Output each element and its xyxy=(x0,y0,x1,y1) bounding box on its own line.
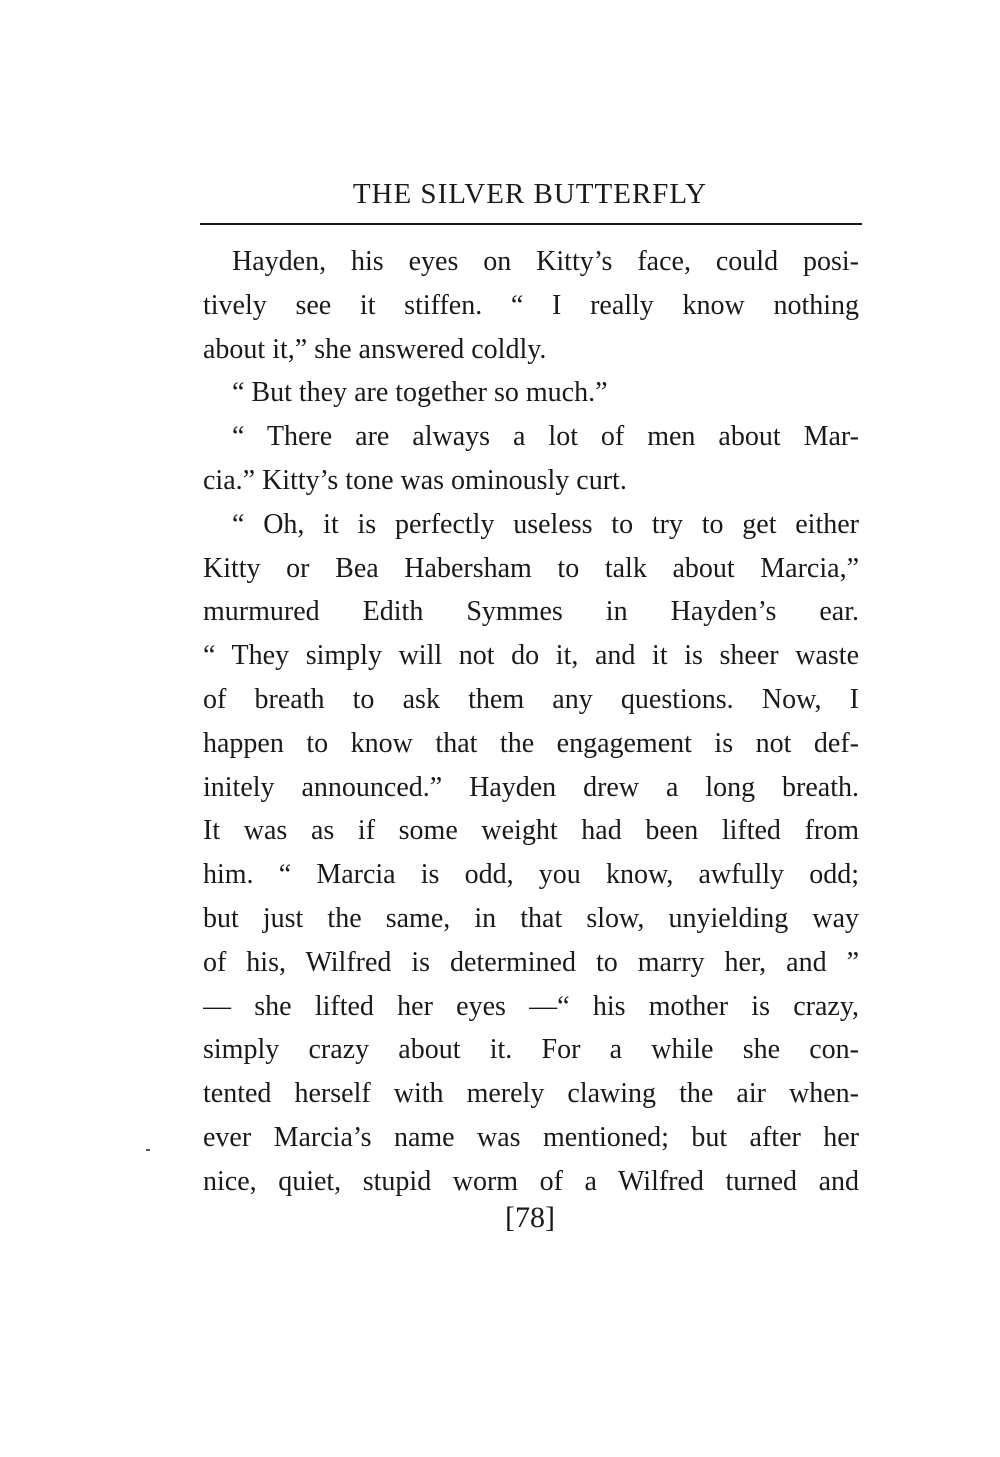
running-head: THE SILVER BUTTERFLY xyxy=(352,178,708,210)
text-line: happen to know that the engagement is not def- xyxy=(203,727,859,759)
text-line: of breath to ask them any questions. Now, I xyxy=(203,683,859,715)
margin-speck xyxy=(146,1149,150,1151)
text-line: about it,” she answered coldly. xyxy=(203,333,547,365)
text-line: ever Marcia’s name was mentioned; but after her xyxy=(203,1121,859,1153)
page-body xyxy=(203,240,859,1204)
text-line: tented herself with merely clawing the air when- xyxy=(203,1078,859,1110)
page-number: [78] xyxy=(505,1201,555,1234)
text-line: tively see it stiffen. “ I really know nothing xyxy=(203,289,859,321)
text-line: — she lifted her eyes —“ his mother is crazy, xyxy=(203,990,859,1022)
text-line: It was as if some weight had been lifted from xyxy=(203,815,859,847)
text-line: Hayden, his eyes on Kitty’s face, could posi- xyxy=(232,246,859,277)
text-line: simply crazy about it. For a while she con- xyxy=(203,1034,859,1066)
text-line: him. “ Marcia is odd, you know, awfully odd; xyxy=(203,859,859,891)
text-line: initely announced.” Hayden drew a long breath. xyxy=(203,771,859,803)
header-rule xyxy=(200,223,862,225)
text-line: “ They simply will not do it, and it is sheer waste xyxy=(203,640,859,672)
text-line: murmured Edith Symmes in Hayden’s ear. xyxy=(203,596,859,628)
text-line: “ There are always a lot of men about Mar- xyxy=(232,421,859,453)
text-line: nice, quiet, stupid worm of a Wilfred turned and xyxy=(203,1165,859,1197)
text-line: “ Oh, it is perfectly useless to try to get either xyxy=(232,508,859,540)
text-line: but just the same, in that slow, unyielding way xyxy=(203,902,859,934)
text-line: cia.” Kitty’s tone was ominously curt. xyxy=(203,464,627,496)
text-line: “ But they are together so much.” xyxy=(232,377,608,409)
text-line: Kitty or Bea Habersham to talk about Marcia,” xyxy=(203,552,859,584)
text-line: of his, Wilfred is determined to marry her, and ” xyxy=(203,946,859,978)
